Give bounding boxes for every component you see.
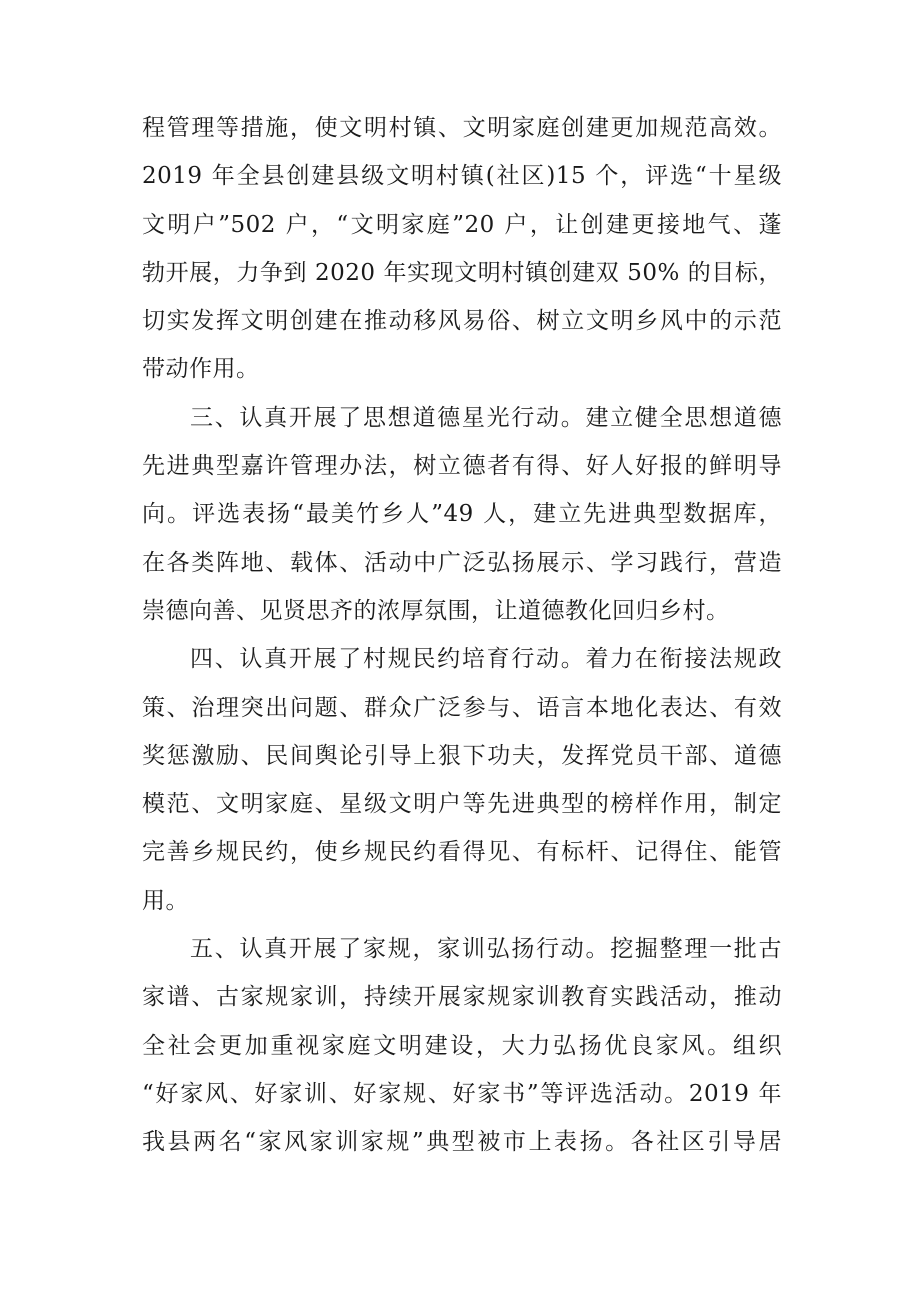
text-line: “好家风、好家训、好家规、好家书”等评选活动。2019 年 [142, 1080, 782, 1107]
text-line: 全社会更加重视家庭文明建设，大力弘扬优良家风。组织 [142, 1032, 782, 1059]
paragraph-heading-4: 四、认真开展了村规民约培育行动。着力在衔接法规政 [190, 646, 782, 673]
text-line: 我县两名“家风家训家规”典型被市上表扬。各社区引导居 [142, 1129, 782, 1156]
text-line: 勃开展，力争到 2020 年实现文明村镇创建双 50% 的目标， [142, 259, 782, 286]
text-line: 切实发挥文明创建在推动移风易俗、树立文明乡风中的示范 [142, 308, 782, 335]
text-line: 家谱、古家规家训，持续开展家规家训教育实践活动，推动 [142, 984, 782, 1011]
text-line: 先进典型嘉许管理办法，树立德者有得、好人好报的鲜明导 [142, 453, 782, 480]
text-line: 2019 年全县创建县级文明村镇(社区)15 个，评选“十星级 [142, 163, 782, 190]
paragraph-heading-3: 三、认真开展了思想道德星光行动。建立健全思想道德 [190, 404, 782, 431]
text-line: 奖惩激励、民间舆论引导上狠下功夫，发挥党员干部、道德 [142, 742, 782, 769]
text-line: 崇德向善、见贤思齐的浓厚氛围，让道德教化回归乡村。 [142, 597, 730, 624]
text-line: 文明户”502 户，“文明家庭”20 户，让创建更接地气、蓬 [142, 211, 782, 238]
text-line: 模范、文明家庭、星级文明户等先进典型的榜样作用，制定 [142, 791, 782, 818]
text-line: 程管理等措施，使文明村镇、文明家庭创建更加规范高效。 [142, 115, 782, 141]
text-line: 向。评选表扬“最美竹乡人”49 人，建立先进典型数据库， [142, 501, 782, 528]
text-line: 完善乡规民约，使乡规民约看得见、有标杆、记得住、能管 [142, 839, 782, 866]
paragraph-heading-5: 五、认真开展了家规，家训弘扬行动。挖掘整理一批古 [190, 936, 782, 963]
text-line: 用。 [142, 887, 189, 914]
text-line: 策、治理突出问题、群众广泛参与、语言本地化表达、有效 [142, 694, 782, 721]
text-line: 在各类阵地、载体、活动中广泛弘扬展示、学习践行，营造 [142, 549, 782, 576]
text-line: 带动作用。 [142, 356, 260, 383]
body-text [142, 104, 782, 1167]
